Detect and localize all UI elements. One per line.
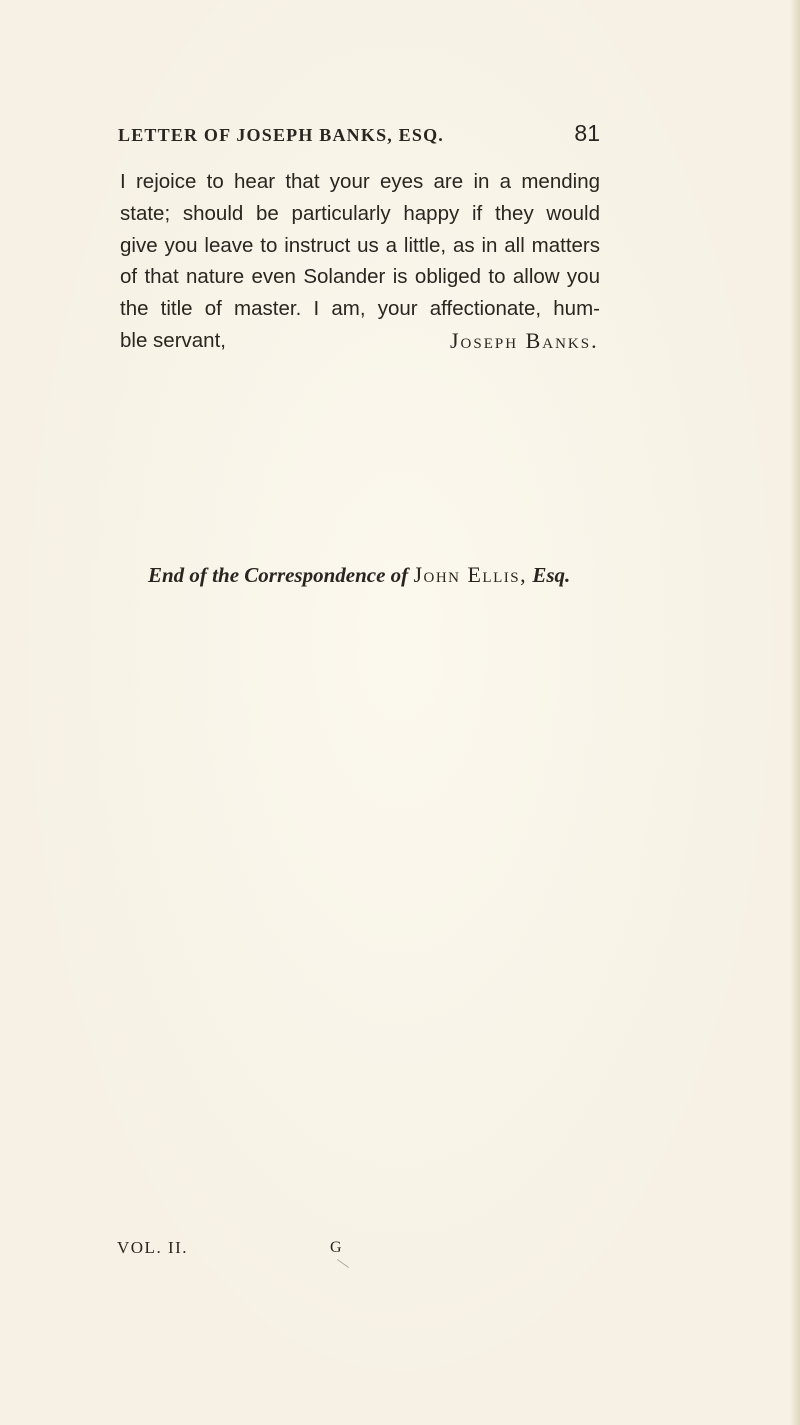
- letter-line: state; should be particularly happy if they would: [120, 201, 600, 225]
- letter-signature: Joseph Banks.: [450, 327, 599, 353]
- running-head-title: LETTER OF JOSEPH BANKS, ESQ.: [118, 125, 445, 145]
- signature-mark: G: [330, 1239, 342, 1256]
- end-note-esq: Esq.: [532, 563, 571, 587]
- letter-line: give you leave to instruct us a little, as in all matters: [120, 233, 600, 257]
- letter-line: of that nature even Solander is obliged to allow you: [120, 265, 600, 289]
- letter-body: [120, 166, 600, 357]
- page-edge-shadow: [790, 0, 800, 1425]
- end-note-name: John Ellis,: [413, 562, 528, 587]
- end-note-italic: End of the Correspondence of: [148, 563, 409, 587]
- letter-closing-line: [120, 325, 600, 357]
- page-number: 81: [574, 120, 600, 146]
- end-of-correspondence-note: [148, 562, 570, 588]
- stray-mark: [337, 1259, 349, 1268]
- letter-closing: ble servant,: [120, 328, 226, 352]
- running-head: [118, 120, 600, 150]
- letter-line: I rejoice to hear that your eyes are in a mending: [120, 170, 600, 193]
- volume-label: VOL. II.: [117, 1238, 189, 1257]
- letter-line: the title of master. I am, your affectionate, hum-: [120, 297, 600, 321]
